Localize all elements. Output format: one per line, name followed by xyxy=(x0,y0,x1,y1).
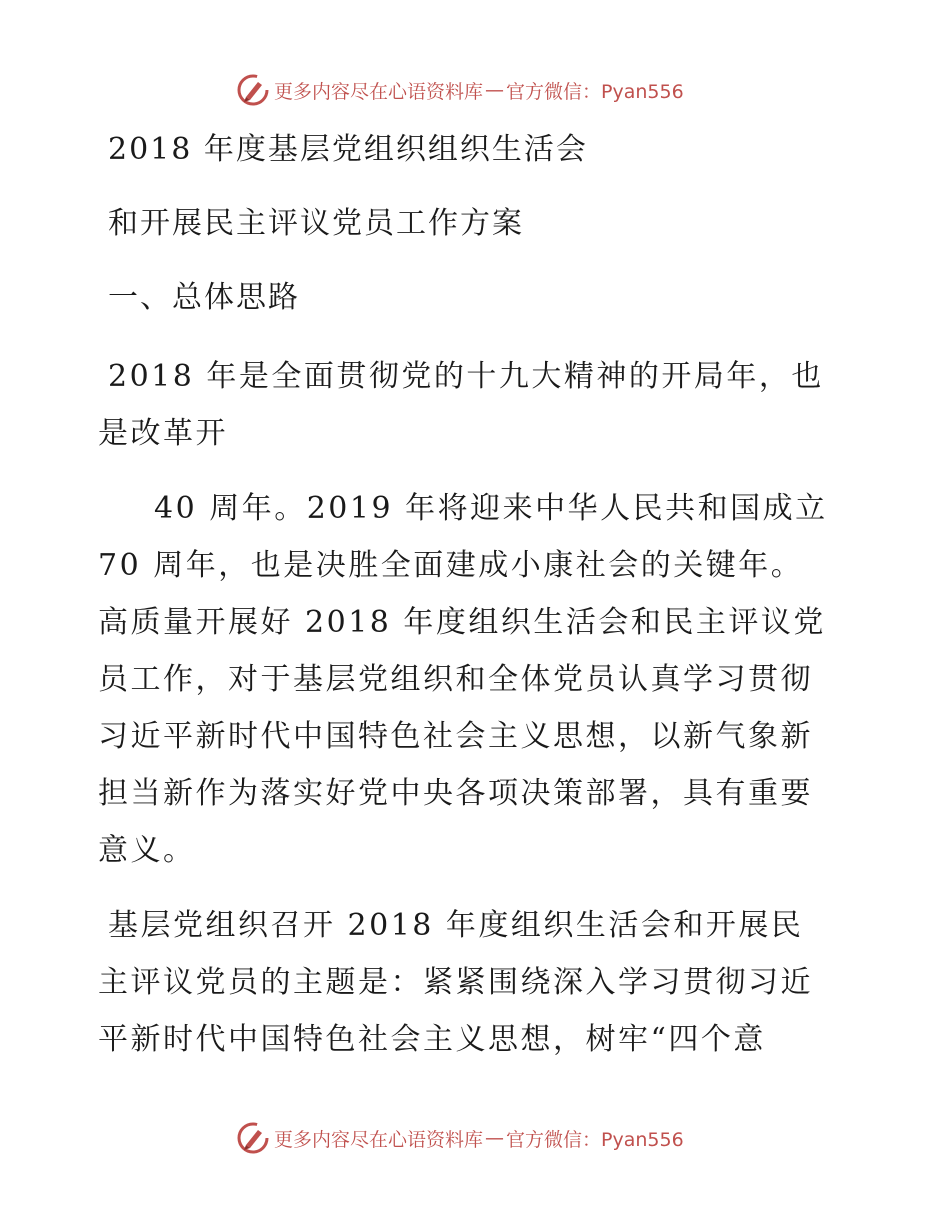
paragraph-2-line: 习近平新时代中国特色社会主义思想，以新气象新 xyxy=(98,719,813,754)
title-line-1: 2018 年度基层党组织组织生活会 xyxy=(108,132,588,167)
section-heading: 一、总体思路 xyxy=(108,280,300,315)
banner-separator: — xyxy=(485,79,505,101)
paragraph-2-line: 担当新作为落实好党中央各项决策部署，具有重要 xyxy=(98,776,813,811)
title-line-2: 和开展民主评议党员工作方案 xyxy=(108,206,524,241)
paragraph-3-line: 平新时代中国特色社会主义思想，树牢“四个意 xyxy=(98,1022,766,1057)
banner-separator: — xyxy=(485,1127,505,1149)
paragraph-3 xyxy=(98,897,858,1068)
pen-logo-icon xyxy=(236,73,270,107)
paragraph-2-line: 40 周年。2019 年将迎来中华人民共和国成立 xyxy=(154,491,828,526)
pen-logo-icon xyxy=(236,1121,270,1155)
paragraph-2-line: 高质量开展好 2018 年度组织生活会和民主评议党 xyxy=(98,605,826,640)
paragraph-2-line: 员工作，对于基层党组织和全体党员认真学习贯彻 xyxy=(98,662,813,697)
header-banner xyxy=(236,72,684,108)
paragraph-3-line: 基层党组织召开 2018 年度组织生活会和开展民 xyxy=(108,908,804,943)
document-body xyxy=(98,122,858,1068)
paragraph-3-line: 主评议党员的主题是：紧紧围绕深入学习贯彻习近 xyxy=(98,965,813,1000)
footer-banner xyxy=(236,1120,684,1156)
paragraph-1-line-1: 2018 年是全面贯彻党的十九大精神的开局年，也 xyxy=(108,359,824,394)
paragraph-2-line: 意义。 xyxy=(98,833,196,868)
paragraph-1-line-2: 是改革开 xyxy=(98,416,228,451)
banner-wechat: 官方微信：Pyan556 xyxy=(506,80,684,103)
paragraph-2 xyxy=(98,480,858,879)
banner-text: 更多内容尽在心语资料库 xyxy=(274,80,484,103)
banner-wechat: 官方微信：Pyan556 xyxy=(506,1128,684,1151)
paragraph-2-line: 70 周年，也是决胜全面建成小康社会的关键年。 xyxy=(98,548,804,583)
banner-text: 更多内容尽在心语资料库 xyxy=(274,1128,484,1151)
